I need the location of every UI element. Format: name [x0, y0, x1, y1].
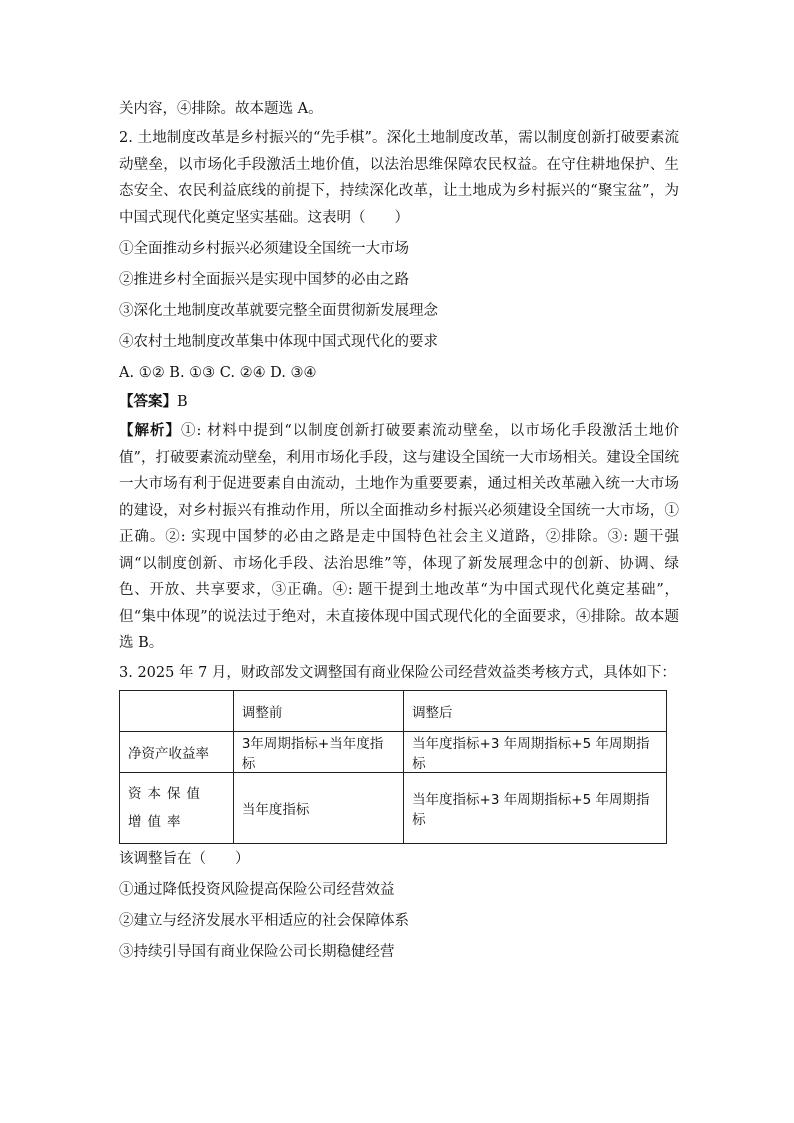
table-row: [120, 731, 667, 772]
table-header-row: [120, 690, 667, 731]
question-2-option: ③深化土地制度改革就要完整全面贯彻新发展理念: [119, 303, 438, 319]
answer-tag: 【答案】: [119, 393, 177, 410]
assessment-table: [119, 690, 667, 844]
question-2-stem: 2. 土地制度改革是乡村振兴的“先手棋”。深化土地制度改革，需以制度创新打破要素流动壁垒，以市场化手段激活土地价值，以法治思维保障农民权益。在守住耕地保护、生态安全、农民利益底线的前提下，持续深化改革，让土地成为乡村振兴的“聚宝盆”，为中国式现代化奠定坚实基础。这表明（ ）: [119, 130, 679, 226]
answer-value: B: [177, 394, 188, 410]
table-header-cell: 调整后: [404, 690, 667, 731]
table-row: [120, 772, 667, 843]
table-header-cell: [120, 690, 234, 731]
question-2-option: ①全面推动乡村振兴必须建设全国统一大市场: [119, 241, 409, 257]
analysis-tag: 【解析】: [119, 422, 181, 439]
table-cell: 当年度指标+3 年周期指标+5 年周期指标: [404, 772, 667, 843]
previous-answer-tail: 关内容，④排除。故本题选 A。: [119, 101, 323, 117]
table-cell: 当年度指标+3 年周期指标+5 年周期指标: [404, 731, 667, 772]
question-2-choices: A. ①② B. ①③ C. ②④ D. ③④: [119, 365, 317, 381]
question-3-stem: 3. 2025 年 7 月，财政部发文调整国有商业保险公司经营效益类考核方式，具体如下：: [119, 664, 676, 681]
table-cell: 3年周期指标+当年度指标: [233, 731, 403, 772]
table-header-cell: 调整前: [233, 690, 403, 731]
table-cell: 当年度指标: [233, 772, 403, 843]
question-2-option: ②推进乡村全面振兴是实现中国梦的必由之路: [119, 272, 409, 288]
question-3-option: ①通过降低投资风险提高保险公司经营效益: [119, 881, 395, 898]
question-2-analysis: [119, 418, 679, 657]
question-3-option: ③持续引导国有商业保险公司长期稳健经营: [119, 943, 395, 960]
table-cell: 资本保值增值率: [120, 772, 234, 843]
question-2-option: ④农村土地制度改革集中体现中国式现代化的要求: [119, 334, 438, 350]
document-page: [119, 96, 679, 965]
analysis-text: ①: 材料中提到“以制度创新打破要素流动壁垒，以市场化手段激活土地价值”，打破要素流动壁垒，利用市场化手段，这与建设全国统一大市场相关。建设全国统一大市场有利于促进要素自由流动，土地作为重要要素，通过相关改革融入统一大市场的建设，对乡村振兴有推动作用，所以全面推动乡村振兴必须建设全国统一大市场，①正确。②: 实现中国梦的必由之路是走中国特色社会主义道路，②排除。③: 题干强调“以制度创新、市场化手段、法治思维”等，体现了新发展理念中的创新、协调、绿色、开放、共享要求，③正确。④: 题干提到土地改革“为中国式现代化奠定基础”，但“集中体现”的说法过于绝对，未直接体现中国式现代化的全面要求，④排除。故本题选 B。: [119, 423, 680, 651]
question-3-option: ②建立与经济发展水平相适应的社会保障体系: [119, 912, 409, 929]
question-2-answer: [119, 389, 679, 415]
question-3-question: 该调整旨在（ ）: [119, 850, 250, 867]
table-cell: 净资产收益率: [120, 731, 234, 772]
